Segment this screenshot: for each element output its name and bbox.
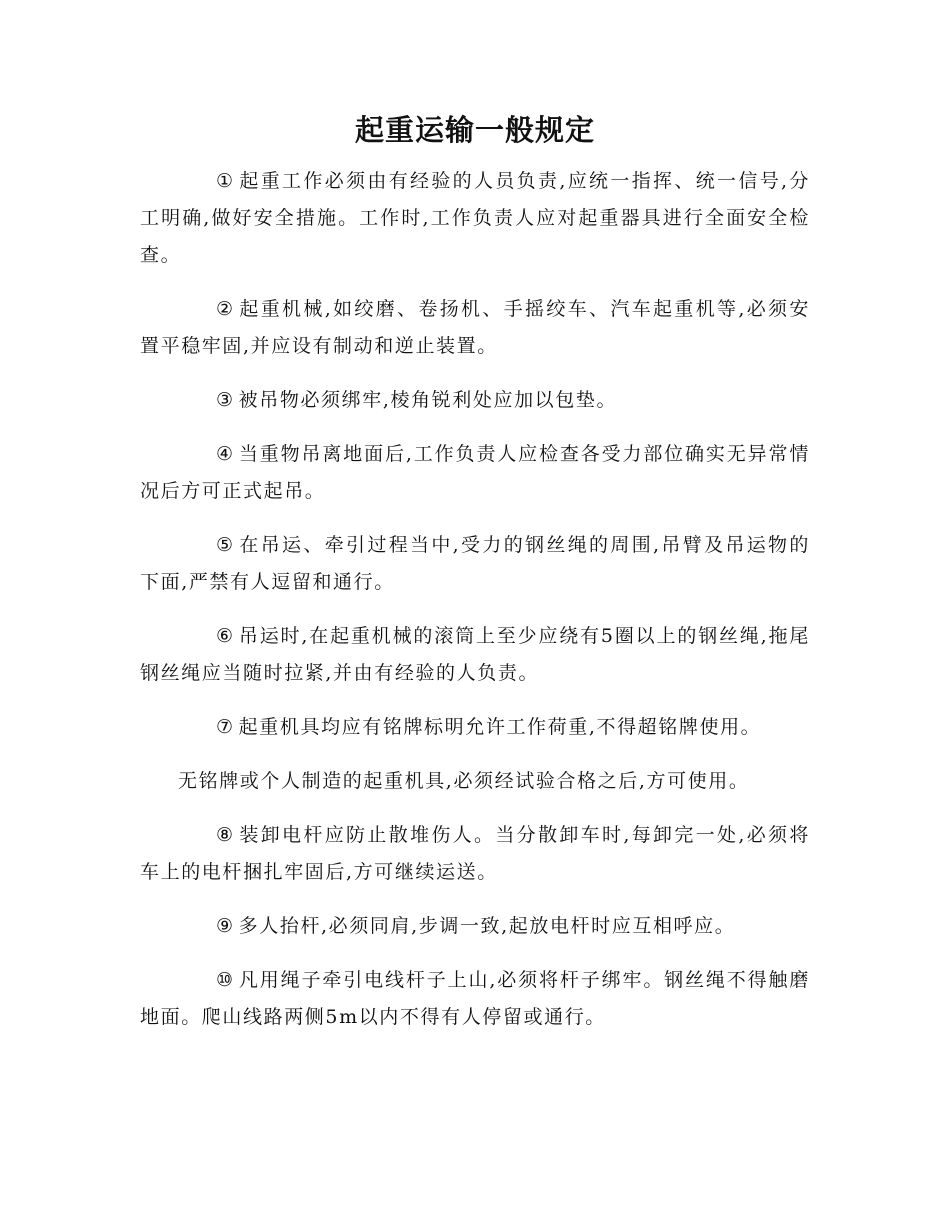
rule-number: ④ — [216, 443, 235, 465]
rule-text: 在吊运、牵引过程当中,受力的钢丝绳的周围,吊臂及吊运物的下面,严禁有人逗留和通行。 — [140, 534, 810, 593]
rule-text: 起重工作必须由有经验的人员负责,应统一指挥、统一信号,分工明确,做好安全措施。工作时,工作负责人应对起重器具进行全面安全检查。 — [140, 170, 810, 266]
rule-number: ① — [216, 170, 235, 192]
rule-text: 无铭牌或个人制造的起重机具,必须经试验合格之后,方可使用。 — [178, 770, 750, 792]
rule-text: 装卸电杆应防止散堆伤人。当分散卸车时,每卸完一处,必须将车上的电杆捆扎牢固后,方可继续运送。 — [140, 824, 810, 883]
rule-paragraph-9 — [140, 908, 810, 945]
rule-paragraph-5 — [140, 527, 810, 601]
rule-text: 多人抬杆,必须同肩,步调一致,起放电杆时应互相呼应。 — [238, 915, 736, 937]
rule-paragraph-3 — [140, 382, 810, 419]
rule-text: 起重机具均应有铭牌标明允许工作荷重,不得超铭牌使用。 — [238, 716, 762, 738]
rule-paragraph-8 — [140, 817, 810, 891]
rule-number: ⑥ — [216, 625, 235, 647]
rule-text: 起重机械,如绞磨、卷扬机、手摇绞车、汽车起重机等,必须安置平稳牢固,并应设有制动和逆止装置。 — [140, 298, 810, 357]
rule-paragraph-2 — [140, 291, 810, 365]
rule-text: 被吊物必须绑牢,棱角锐利处应加以包垫。 — [238, 389, 618, 411]
rule-text: 吊运时,在起重机械的滚筒上至少应绕有5圈以上的钢丝绳,拖尾钢丝绳应当随时拉紧,并由有经验的人负责。 — [140, 625, 810, 684]
rule-number: ③ — [216, 389, 235, 411]
rule-number: ⑧ — [216, 824, 235, 846]
rule-number: ⑨ — [216, 915, 235, 937]
rule-paragraph-1 — [140, 163, 810, 274]
document-body — [140, 163, 810, 1053]
rule-text: 当重物吊离地面后,工作负责人应检查各受力部位确实无异常情况后方可正式起吊。 — [140, 443, 810, 502]
rule-paragraph-4 — [140, 436, 810, 510]
rule-number: ② — [216, 298, 235, 320]
rule-paragraph-6 — [140, 618, 810, 692]
rule-paragraph-7-note — [140, 763, 810, 800]
rule-text: 凡用绳子牵引电线杆子上山,必须将杆子绑牢。钢丝绳不得触磨地面。爬山线路两侧5m以内不得有人停留或通行。 — [140, 969, 810, 1028]
rule-paragraph-7 — [140, 709, 810, 746]
rule-paragraph-10 — [140, 962, 810, 1036]
rule-number: ⑤ — [216, 534, 235, 556]
document-title: 起重运输一般规定 — [354, 113, 595, 147]
rule-number: ⑩ — [216, 969, 235, 991]
rule-number: ⑦ — [216, 716, 235, 738]
